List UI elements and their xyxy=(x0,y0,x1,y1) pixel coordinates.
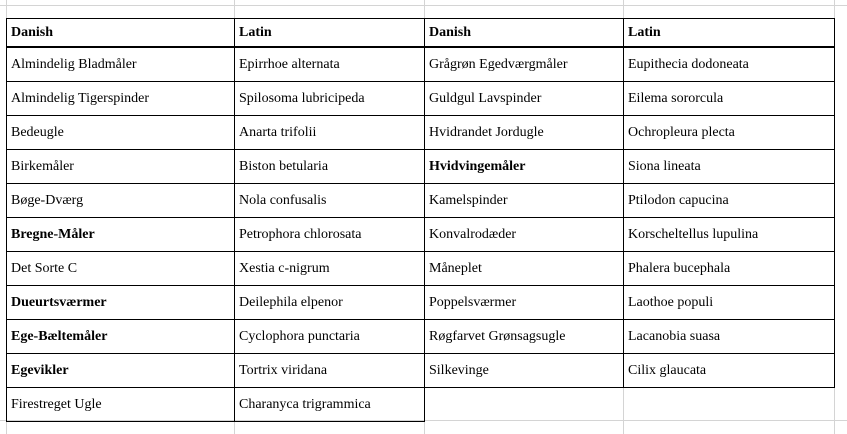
left-danish-cell[interactable]: Dueurtsværmer xyxy=(7,286,235,320)
header-danish-2[interactable]: Danish xyxy=(425,19,624,48)
left-latin-cell[interactable]: Anarta trifolii xyxy=(235,116,425,150)
left-latin-cell[interactable]: Epirrhoe alternata xyxy=(235,47,425,82)
table-row xyxy=(7,82,835,116)
table-row xyxy=(7,320,835,354)
right-latin-cell[interactable]: Lacanobia suasa xyxy=(624,320,835,354)
right-latin-cell[interactable]: Eilema sororcula xyxy=(624,82,835,116)
right-danish-cell[interactable]: Silkevinge xyxy=(425,354,624,388)
right-danish-cell[interactable]: Hvidrandet Jordugle xyxy=(425,116,624,150)
table-row xyxy=(7,388,835,422)
left-latin-cell[interactable]: Spilosoma lubricipeda xyxy=(235,82,425,116)
table-row xyxy=(7,218,835,252)
left-latin-cell[interactable]: Xestia c-nigrum xyxy=(235,252,425,286)
right-latin-cell[interactable]: Cilix glaucata xyxy=(624,354,835,388)
table-row xyxy=(7,354,835,388)
table-row xyxy=(7,47,835,82)
right-latin-cell[interactable]: Korscheltellus lupulina xyxy=(624,218,835,252)
left-latin-cell[interactable]: Biston betularia xyxy=(235,150,425,184)
right-danish-cell[interactable]: Måneplet xyxy=(425,252,624,286)
table-row xyxy=(7,116,835,150)
left-danish-cell[interactable]: Birkemåler xyxy=(7,150,235,184)
right-latin-cell[interactable]: Phalera bucephala xyxy=(624,252,835,286)
left-latin-cell[interactable]: Nola confusalis xyxy=(235,184,425,218)
left-danish-cell[interactable]: Bedeugle xyxy=(7,116,235,150)
left-danish-cell[interactable]: Egevikler xyxy=(7,354,235,388)
table-row xyxy=(7,150,835,184)
header-danish-1[interactable]: Danish xyxy=(7,19,235,48)
right-danish-cell[interactable]: Guldgul Lavspinder xyxy=(425,82,624,116)
right-danish-cell[interactable]: Kamelspinder xyxy=(425,184,624,218)
header-row xyxy=(7,19,835,48)
left-danish-cell[interactable]: Firestreget Ugle xyxy=(7,388,235,422)
gridline xyxy=(0,5,847,6)
moth-species-table xyxy=(6,18,835,422)
left-latin-cell[interactable]: Tortrix viridana xyxy=(235,354,425,388)
header-latin-1[interactable]: Latin xyxy=(235,19,425,48)
right-latin-cell[interactable]: Ochropleura plecta xyxy=(624,116,835,150)
header-latin-2[interactable]: Latin xyxy=(624,19,835,48)
empty-cell[interactable] xyxy=(624,388,835,422)
right-latin-cell[interactable]: Siona lineata xyxy=(624,150,835,184)
table-row xyxy=(7,184,835,218)
left-danish-cell[interactable]: Det Sorte C xyxy=(7,252,235,286)
right-danish-cell[interactable]: Konvalrodæder xyxy=(425,218,624,252)
left-danish-cell[interactable]: Ege-Bæltemåler xyxy=(7,320,235,354)
left-danish-cell[interactable]: Bregne-Måler xyxy=(7,218,235,252)
left-danish-cell[interactable]: Almindelig Tigerspinder xyxy=(7,82,235,116)
right-danish-cell[interactable]: Grågrøn Egedværgmåler xyxy=(425,47,624,82)
empty-cell[interactable] xyxy=(425,388,624,422)
left-danish-cell[interactable]: Almindelig Bladmåler xyxy=(7,47,235,82)
table-row xyxy=(7,252,835,286)
right-latin-cell[interactable]: Eupithecia dodoneata xyxy=(624,47,835,82)
left-latin-cell[interactable]: Cyclophora punctaria xyxy=(235,320,425,354)
left-latin-cell[interactable]: Charanyca trigrammica xyxy=(235,388,425,422)
table-row xyxy=(7,286,835,320)
right-danish-cell[interactable]: Røgfarvet Grønsagsugle xyxy=(425,320,624,354)
left-danish-cell[interactable]: Bøge-Dværg xyxy=(7,184,235,218)
left-latin-cell[interactable]: Petrophora chlorosata xyxy=(235,218,425,252)
right-latin-cell[interactable]: Laothoe populi xyxy=(624,286,835,320)
left-latin-cell[interactable]: Deilephila elpenor xyxy=(235,286,425,320)
right-danish-cell[interactable]: Poppelsværmer xyxy=(425,286,624,320)
right-latin-cell[interactable]: Ptilodon capucina xyxy=(624,184,835,218)
right-danish-cell[interactable]: Hvidvingemåler xyxy=(425,150,624,184)
